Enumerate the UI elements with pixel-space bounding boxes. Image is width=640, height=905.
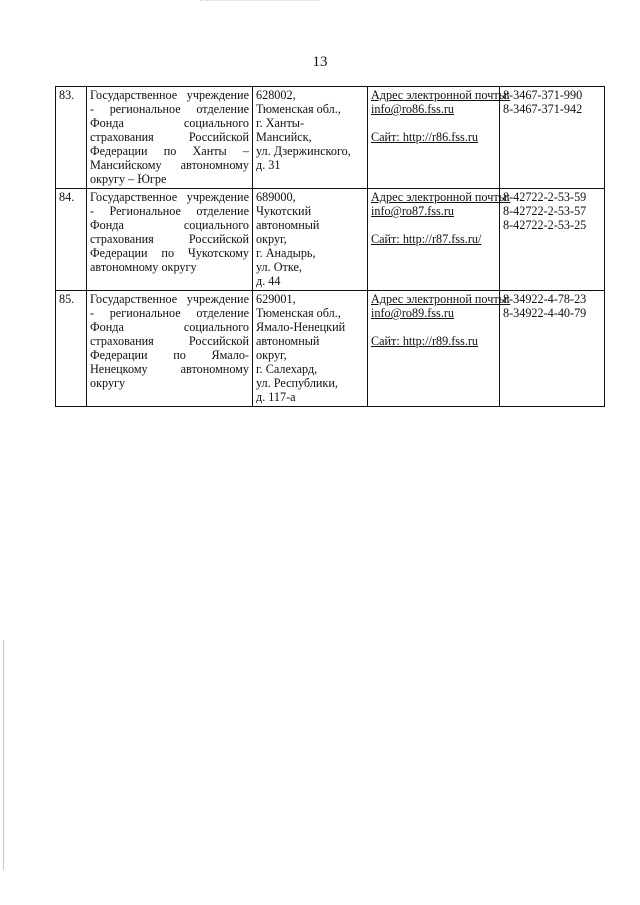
address-line: округ,	[256, 232, 287, 246]
page-number: 13	[312, 54, 328, 70]
phone-number: 8-42722-2-53-57	[503, 204, 587, 218]
postal-address	[253, 87, 368, 189]
address-line: д. 44	[256, 274, 281, 288]
address-line: Ямало-Ненецкий	[256, 320, 346, 334]
website-link[interactable]: Сайт: http://r89.fss.ru	[371, 334, 478, 348]
organization-name: Государственное учреждение - региональное отделение Фонда социального страхования Российской Федерации по Ямало-Ненецкому автономному округу	[87, 291, 253, 407]
phone-number: 8-3467-371-990	[503, 88, 583, 102]
address-line: д. 117-а	[256, 390, 296, 404]
address-line: 629001,	[256, 292, 296, 306]
email-link[interactable]: info@ro87.fss.ru	[371, 204, 454, 218]
address-line: ул. Отке,	[256, 260, 302, 274]
website-link[interactable]: Сайт: http://r86.fss.ru	[371, 130, 478, 144]
address-line: автономный	[256, 218, 320, 232]
email-link[interactable]: info@ro89.fss.ru	[371, 306, 454, 320]
address-line: округ,	[256, 348, 287, 362]
address-line: г. Салехард,	[256, 362, 318, 376]
address-line: Мансийск,	[256, 130, 312, 144]
website-link[interactable]: Сайт: http://r87.fss.ru/	[371, 232, 482, 246]
email-link[interactable]: info@ro86.fss.ru	[371, 102, 454, 116]
organization-name: Государственное учреждение - региональное отделение Фонда социального страхования Российской Федерации по Ханты – Мансийскому автономному округу – Югре	[87, 87, 253, 189]
fund-offices-table	[55, 86, 605, 407]
table-row	[56, 291, 605, 407]
address-line: Чукотский	[256, 204, 312, 218]
phone-number: 8-42722-2-53-25	[503, 218, 587, 232]
address-line: ул. Республики,	[256, 376, 338, 390]
postal-address	[253, 291, 368, 407]
table-row	[56, 87, 605, 189]
web-contacts	[368, 189, 511, 291]
address-line: 628002,	[256, 88, 296, 102]
phone-number: 8-3467-371-942	[503, 102, 583, 116]
email-label: Адрес электронной почты:	[371, 190, 511, 204]
phone-numbers	[500, 87, 605, 189]
table-row	[56, 189, 605, 291]
table-body	[56, 87, 605, 407]
address-line: автономный	[256, 334, 320, 348]
web-contacts	[368, 291, 511, 407]
address-line: Тюменская обл.,	[256, 306, 341, 320]
phone-numbers	[500, 189, 605, 291]
web-contacts	[368, 87, 511, 189]
phone-number: 8-42722-2-53-59	[503, 190, 587, 204]
scan-artifact-top	[200, 0, 320, 2]
row-number: 84.	[56, 189, 87, 291]
phone-number: 8-34922-4-78-23	[503, 292, 587, 306]
scan-artifact-edge	[3, 640, 4, 870]
row-number: 85.	[56, 291, 87, 407]
address-line: 689000,	[256, 190, 296, 204]
email-label: Адрес электронной почты:	[371, 292, 511, 306]
address-line: г. Анадырь,	[256, 246, 316, 260]
phone-numbers	[500, 291, 605, 407]
phone-number: 8-34922-4-40-79	[503, 306, 587, 320]
address-line: Тюменская обл.,	[256, 102, 341, 116]
row-number: 83.	[56, 87, 87, 189]
postal-address	[253, 189, 368, 291]
address-line: ул. Дзержинского,	[256, 144, 351, 158]
address-line: д. 31	[256, 158, 281, 172]
email-label: Адрес электронной почты:	[371, 88, 511, 102]
organization-name: Государственное учреждение - Региональное отделение Фонда социального страхования Российской Федерации по Чукотскому автономному округу	[87, 189, 253, 291]
address-line: г. Ханты-	[256, 116, 305, 130]
